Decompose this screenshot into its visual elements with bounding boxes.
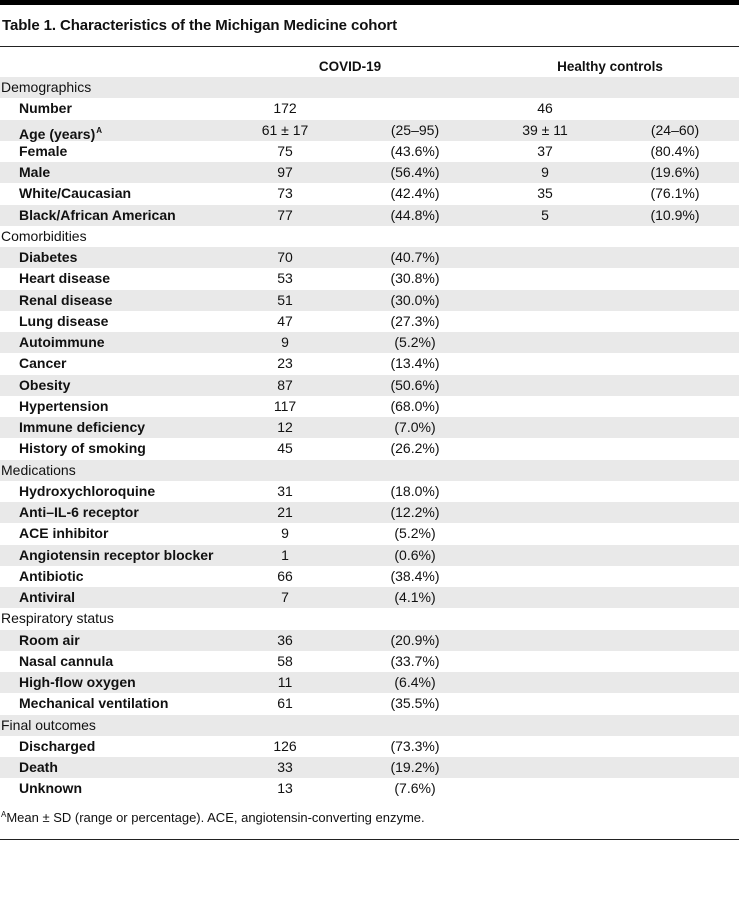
covid-percent: (42.4%) (390, 185, 440, 202)
covid-percent: (4.1%) (394, 589, 436, 605)
row-label-text: History of smoking (19, 440, 146, 457)
row-label (19, 417, 145, 438)
healthy-value: 5 (541, 206, 549, 223)
row-label (19, 630, 80, 651)
covid-value: 77 (277, 206, 293, 223)
table-row (0, 587, 739, 608)
row-label-text: ACE inhibitor (19, 525, 109, 542)
row-label (19, 481, 155, 502)
healthy-percent: (10.9%) (650, 206, 700, 223)
row-label (19, 736, 95, 757)
covid-value: 33 (277, 759, 293, 775)
table-row (0, 417, 739, 438)
row-label-text: Black/African American (19, 206, 176, 223)
table-row (0, 672, 739, 693)
row-label (19, 651, 113, 672)
healthy-value: 9 (541, 164, 549, 180)
row-label (19, 332, 105, 353)
table-row (0, 353, 739, 374)
table-row (0, 545, 739, 566)
section-row (0, 460, 739, 481)
covid-value: 97 (277, 164, 293, 180)
table-row (0, 523, 739, 544)
covid-value: 70 (277, 249, 293, 265)
covid-value: 45 (277, 440, 293, 457)
row-label (19, 98, 72, 119)
covid-percent: (27.3%) (390, 312, 440, 329)
row-label-text: Autoimmune (19, 334, 105, 350)
row-label-text: Lung disease (19, 312, 109, 329)
row-label (19, 438, 146, 459)
row-label-text: Diabetes (19, 249, 78, 265)
section-row (0, 608, 739, 629)
covid-percent: (6.4%) (394, 674, 436, 690)
covid-percent: (18.0%) (390, 482, 440, 499)
header-rule (0, 46, 739, 47)
covid-value: 126 (273, 737, 297, 754)
table-row (0, 651, 739, 672)
table-row (0, 438, 739, 459)
covid-value: 31 (277, 482, 293, 499)
row-label (19, 672, 136, 693)
row-label (19, 587, 75, 608)
covid-value: 73 (277, 185, 293, 202)
covid-percent: (30.0%) (390, 291, 440, 308)
row-label-text: Obesity (19, 376, 71, 393)
covid-percent: (12.2%) (390, 504, 440, 520)
row-label-text: Renal disease (19, 291, 113, 308)
healthy-percent: (24–60) (650, 121, 700, 138)
row-label-text: Female (19, 142, 68, 159)
covid-value: 23 (277, 355, 293, 372)
row-label (19, 290, 112, 311)
covid-percent: (38.4%) (390, 567, 440, 584)
section-label: Respiratory status (1, 610, 114, 627)
covid-value: 58 (277, 652, 293, 669)
row-label (19, 566, 84, 587)
table-row (0, 205, 739, 226)
row-label (19, 141, 67, 162)
covid-percent: (33.7%) (390, 652, 440, 669)
row-label-text: Unknown (19, 780, 82, 797)
table-row (0, 98, 739, 119)
column-header-covid: COVID-19 (318, 59, 382, 74)
covid-value: 9 (281, 525, 289, 542)
section-row (0, 77, 739, 98)
table-row (0, 183, 739, 204)
row-label-text: Heart disease (19, 270, 111, 287)
row-label (19, 523, 108, 544)
row-label (19, 396, 108, 417)
row-label (19, 183, 131, 204)
row-label-text: Hypertension (19, 397, 109, 414)
table-row (0, 268, 739, 289)
healthy-percent: (19.6%) (650, 164, 700, 180)
covid-percent: (44.8%) (390, 206, 440, 223)
row-label-text: Anti–IL-6 receptor (19, 504, 139, 520)
row-label-text: Age (years) (19, 125, 96, 142)
table-row (0, 120, 739, 141)
row-label (19, 545, 213, 566)
table-row (0, 566, 739, 587)
table-row (0, 630, 739, 651)
covid-percent: (20.9%) (390, 631, 440, 648)
covid-percent: (13.4%) (390, 355, 440, 372)
footnote-text: Mean ± SD (range or percentage). ACE, angiotensin-converting enzyme. (6, 810, 425, 825)
row-label-text: Death (19, 759, 58, 775)
table-row (0, 693, 739, 714)
row-label (19, 375, 70, 396)
footnote-marker: A (1, 810, 7, 819)
bottom-rule (0, 839, 739, 840)
covid-value: 61 ± 17 (261, 121, 309, 138)
row-label-text: Antiviral (19, 589, 76, 605)
healthy-percent: (76.1%) (650, 185, 700, 202)
row-label (19, 311, 108, 332)
row-label-text: Hydroxychloroquine (19, 482, 156, 499)
row-label (19, 353, 66, 374)
healthy-value: 46 (537, 100, 553, 117)
row-label-text: Mechanical ventilation (19, 695, 169, 712)
section-label: Medications (1, 461, 76, 478)
covid-percent: (7.0%) (394, 419, 436, 435)
row-label-text: Number (19, 100, 72, 117)
row-label-text: Discharged (19, 737, 96, 754)
covid-value: 1 (281, 546, 289, 563)
row-label-text: Immune deficiency (19, 419, 146, 435)
covid-value: 51 (277, 291, 293, 308)
covid-percent: (5.2%) (394, 334, 436, 350)
section-row (0, 715, 739, 736)
table-row (0, 290, 739, 311)
covid-percent: (56.4%) (390, 164, 440, 180)
table-row (0, 311, 739, 332)
row-label-text: Nasal cannula (19, 652, 114, 669)
covid-value: 12 (277, 419, 293, 435)
covid-percent: (0.6%) (394, 546, 436, 563)
covid-percent: (68.0%) (390, 397, 440, 414)
section-row (0, 226, 739, 247)
row-label (19, 268, 110, 289)
footnote-reference: A (96, 125, 103, 135)
row-label (19, 162, 50, 183)
covid-percent: (26.2%) (390, 440, 440, 457)
section-label: Demographics (1, 79, 92, 95)
healthy-value: 35 (537, 185, 553, 202)
covid-percent: (5.2%) (394, 525, 436, 542)
row-label-text: High-flow oxygen (19, 674, 136, 690)
row-label (19, 693, 168, 714)
covid-value: 47 (277, 312, 293, 329)
covid-percent: (73.3%) (390, 737, 440, 754)
row-label-text: White/Caucasian (19, 185, 132, 202)
table-title: Table 1. Characteristics of the Michigan Medicine cohort (2, 17, 398, 34)
row-label (19, 247, 77, 268)
row-label-text: Room air (19, 631, 80, 648)
section-label: Final outcomes (1, 716, 96, 733)
section-label: Comorbidities (1, 227, 87, 244)
covid-value: 117 (273, 397, 297, 414)
covid-percent: (35.5%) (390, 695, 440, 712)
footnote (1, 810, 425, 825)
table-row (0, 502, 739, 523)
table-row (0, 757, 739, 778)
covid-percent: (19.2%) (390, 759, 440, 775)
row-label-text: Antibiotic (19, 567, 84, 584)
column-header-healthy-controls: Healthy controls (557, 59, 663, 74)
covid-value: 9 (281, 334, 289, 350)
healthy-value: 37 (537, 142, 553, 159)
table-row (0, 141, 739, 162)
covid-value: 11 (277, 674, 293, 690)
covid-value: 7 (281, 589, 289, 605)
table-row (0, 481, 739, 502)
row-label-text: Male (19, 164, 51, 180)
row-label (19, 757, 58, 778)
row-label-text: Angiotensin receptor blocker (19, 546, 214, 563)
covid-value: 53 (277, 270, 293, 287)
table-row (0, 247, 739, 268)
table-row (0, 375, 739, 396)
row-label (19, 205, 176, 226)
covid-percent: (7.6%) (394, 780, 436, 797)
table-row (0, 778, 739, 799)
row-label-text: Cancer (19, 355, 67, 372)
covid-value: 13 (277, 780, 293, 797)
table-row (0, 162, 739, 183)
table-row (0, 396, 739, 417)
covid-percent: (40.7%) (390, 249, 440, 265)
covid-percent: (43.6%) (390, 142, 440, 159)
covid-percent: (25–95) (390, 121, 440, 138)
healthy-percent: (80.4%) (650, 142, 700, 159)
row-label (19, 502, 139, 523)
covid-percent: (50.6%) (390, 376, 440, 393)
covid-value: 66 (277, 567, 293, 584)
healthy-value: 39 ± 11 (522, 121, 568, 138)
covid-value: 21 (277, 504, 293, 520)
covid-value: 172 (273, 100, 297, 117)
top-rule (0, 0, 739, 5)
row-label (19, 778, 82, 799)
covid-value: 36 (277, 631, 293, 648)
covid-value: 75 (277, 142, 293, 159)
table-row (0, 332, 739, 353)
covid-percent: (30.8%) (390, 270, 440, 287)
covid-value: 87 (277, 376, 293, 393)
table-body (0, 77, 739, 800)
table-row (0, 736, 739, 757)
covid-value: 61 (277, 695, 293, 712)
